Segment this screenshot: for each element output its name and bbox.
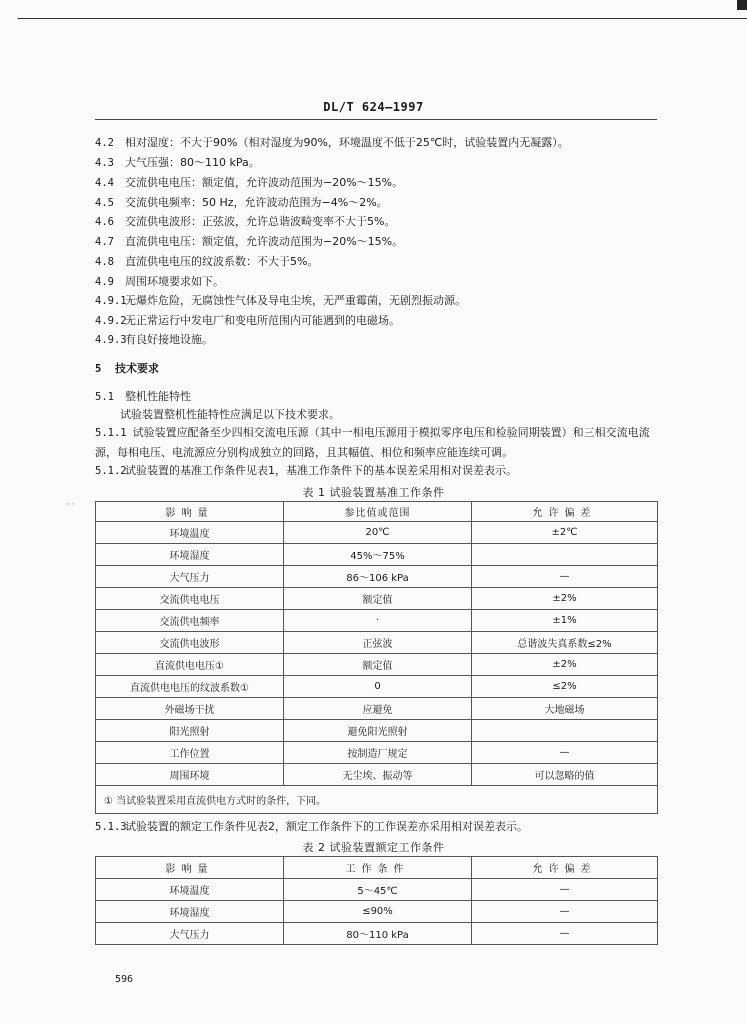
section-5-1-intro: 试验装置整机性能特性应满足以下技术要求。 bbox=[120, 408, 340, 421]
table-cell: 交流供电电压 bbox=[96, 588, 284, 610]
corner-mark bbox=[737, 0, 747, 10]
table-cell: — bbox=[472, 923, 658, 945]
table-row bbox=[96, 720, 658, 742]
table-cell: 环境温度 bbox=[96, 879, 284, 901]
table-header-cell: 允许偏差 bbox=[472, 857, 658, 879]
table-row bbox=[96, 923, 658, 945]
table-header-cell: 工作条件 bbox=[284, 857, 472, 879]
table-header-row bbox=[96, 502, 658, 522]
table-cell: 直流供电电压的纹波系数① bbox=[96, 676, 284, 698]
table-cell: ±1% bbox=[472, 610, 658, 632]
table-cell: 正弦波 bbox=[284, 632, 472, 654]
table-cell bbox=[472, 720, 658, 742]
table-cell: 阳光照射 bbox=[96, 720, 284, 742]
clause-5-1-3: 5.1.3试验装置的额定工作条件见表2，额定工作条件下的工作误差亦采用相对误差表示。 bbox=[95, 820, 528, 833]
clause-5-1-1: 5.1.1 试验装置应配备至少四相交流电压源（其中一相电压源用于模拟零序电压和检验同期装置）和三相交流电流源，每相电压、电流源应分别构成独立的回路，且其幅值、相位和频率应能连续可调。 bbox=[95, 426, 650, 459]
clause-4-4: 4.4 交流供电电压：额定值，允许波动范围为−20%～15%。 bbox=[95, 176, 404, 189]
scan-mark: · · bbox=[66, 500, 75, 510]
clause-4-5: 4.5 交流供电频率：50 Hz，允许波动范围为−4%～2%。 bbox=[95, 196, 388, 209]
table-header-cell: 影响量 bbox=[96, 502, 284, 522]
table-cell: 环境湿度 bbox=[96, 901, 284, 923]
table-note: ① 当试验装置采用直流供电方式时的条件，下同。 bbox=[96, 786, 658, 814]
page-header: DL/T 624—1997 bbox=[323, 100, 424, 114]
table-cell: 外磁场干扰 bbox=[96, 698, 284, 720]
table-cell: ±2% bbox=[472, 588, 658, 610]
table-cell: 总谐波失真系数≤2% bbox=[472, 632, 658, 654]
table-cell: · bbox=[284, 610, 472, 632]
table-note-row bbox=[96, 786, 658, 814]
table-cell: ±2% bbox=[472, 654, 658, 676]
clause-4-6: 4.6 交流供电波形：正弦波，允许总谐波畸变率不大于5%。 bbox=[95, 215, 396, 228]
clause-5-1-2: 5.1.2试验装置的基准工作条件见表1，基准工作条件下的基本误差采用相对误差表示。 bbox=[95, 464, 517, 477]
table-cell: — bbox=[472, 901, 658, 923]
table-cell: 直流供电电压① bbox=[96, 654, 284, 676]
table-cell: 应避免 bbox=[284, 698, 472, 720]
table-row bbox=[96, 522, 658, 544]
table-cell: 环境温度 bbox=[96, 522, 284, 544]
table-cell: 工作位置 bbox=[96, 742, 284, 764]
clause-4-7: 4.7 直流供电电压：额定值，允许波动范围为−20%～15%。 bbox=[95, 235, 404, 248]
table-cell: 无尘埃、振动等 bbox=[284, 764, 472, 786]
table-cell: 0 bbox=[284, 676, 472, 698]
table-row bbox=[96, 764, 658, 786]
table-row bbox=[96, 742, 658, 764]
clause-4-3: 4.3 大气压强：80～110 kPa。 bbox=[95, 156, 260, 169]
table-row bbox=[96, 698, 658, 720]
table-cell: 大气压力 bbox=[96, 923, 284, 945]
table-cell: 交流供电波形 bbox=[96, 632, 284, 654]
table-cell: — bbox=[472, 879, 658, 901]
clause-4-2: 4.2 相对湿度：不大于90%（相对湿度为90%，环境温度不低于25℃时，试验装置内无凝露）。 bbox=[95, 136, 569, 149]
clause-4-9-1: 4.9.1无爆炸危险，无腐蚀性气体及导电尘埃，无严重霉菌，无剧烈振动源。 bbox=[95, 294, 466, 307]
table1 bbox=[95, 501, 658, 814]
table-cell: 大气压力 bbox=[96, 566, 284, 588]
table-cell: 按制造厂规定 bbox=[284, 742, 472, 764]
table-header-cell: 影响量 bbox=[96, 857, 284, 879]
table-cell: 交流供电频率 bbox=[96, 610, 284, 632]
table-cell: 80～110 kPa bbox=[284, 923, 472, 945]
table-cell: — bbox=[472, 566, 658, 588]
table-cell: 避免阳光照射 bbox=[284, 720, 472, 742]
table1-caption: 表 1 试验装置基准工作条件 bbox=[302, 486, 445, 499]
table-cell: 周围环境 bbox=[96, 764, 284, 786]
top-border bbox=[18, 18, 747, 19]
clause-4-9: 4.9 周围环境要求如下。 bbox=[95, 275, 224, 288]
table-row bbox=[96, 879, 658, 901]
table-cell bbox=[472, 544, 658, 566]
table-cell: 45%～75% bbox=[284, 544, 472, 566]
table-row bbox=[96, 654, 658, 676]
section-5-1-heading: 5.1 整机性能特性 bbox=[95, 390, 191, 403]
table-row bbox=[96, 610, 658, 632]
page-number: 596 bbox=[115, 974, 134, 985]
clause-4-9-3: 4.9.3有良好接地设施。 bbox=[95, 333, 213, 346]
table-cell: — bbox=[472, 742, 658, 764]
table-row bbox=[96, 676, 658, 698]
table-row bbox=[96, 901, 658, 923]
table-row bbox=[96, 544, 658, 566]
clause-4-8: 4.8 直流供电电压的纹波系数：不大于5%。 bbox=[95, 255, 319, 268]
table-header-row bbox=[96, 857, 658, 879]
table-cell: 大地磁场 bbox=[472, 698, 658, 720]
table-cell: 额定值 bbox=[284, 588, 472, 610]
table-row bbox=[96, 588, 658, 610]
table-cell: ≤90% bbox=[284, 901, 472, 923]
section-5-heading: 5 技术要求 bbox=[95, 362, 159, 375]
table-header-cell: 参比值或范围 bbox=[284, 502, 472, 522]
table-cell: 5～45℃ bbox=[284, 879, 472, 901]
table-cell: ≤2% bbox=[472, 676, 658, 698]
table-row bbox=[96, 566, 658, 588]
table-cell: 额定值 bbox=[284, 654, 472, 676]
table2-caption: 表 2 试验装置额定工作条件 bbox=[302, 841, 445, 854]
table-cell: 可以忽略的值 bbox=[472, 764, 658, 786]
table-cell: 环境湿度 bbox=[96, 544, 284, 566]
table-header-cell: 允许偏差 bbox=[472, 502, 658, 522]
table-cell: 20℃ bbox=[284, 522, 472, 544]
table-cell: 86～106 kPa bbox=[284, 566, 472, 588]
table2 bbox=[95, 856, 658, 945]
clause-4-9-2: 4.9.2无正常运行中发电厂和变电所范围内可能遇到的电磁场。 bbox=[95, 314, 400, 327]
header-rule bbox=[95, 119, 657, 120]
table-cell: ±2℃ bbox=[472, 522, 658, 544]
table-row bbox=[96, 632, 658, 654]
